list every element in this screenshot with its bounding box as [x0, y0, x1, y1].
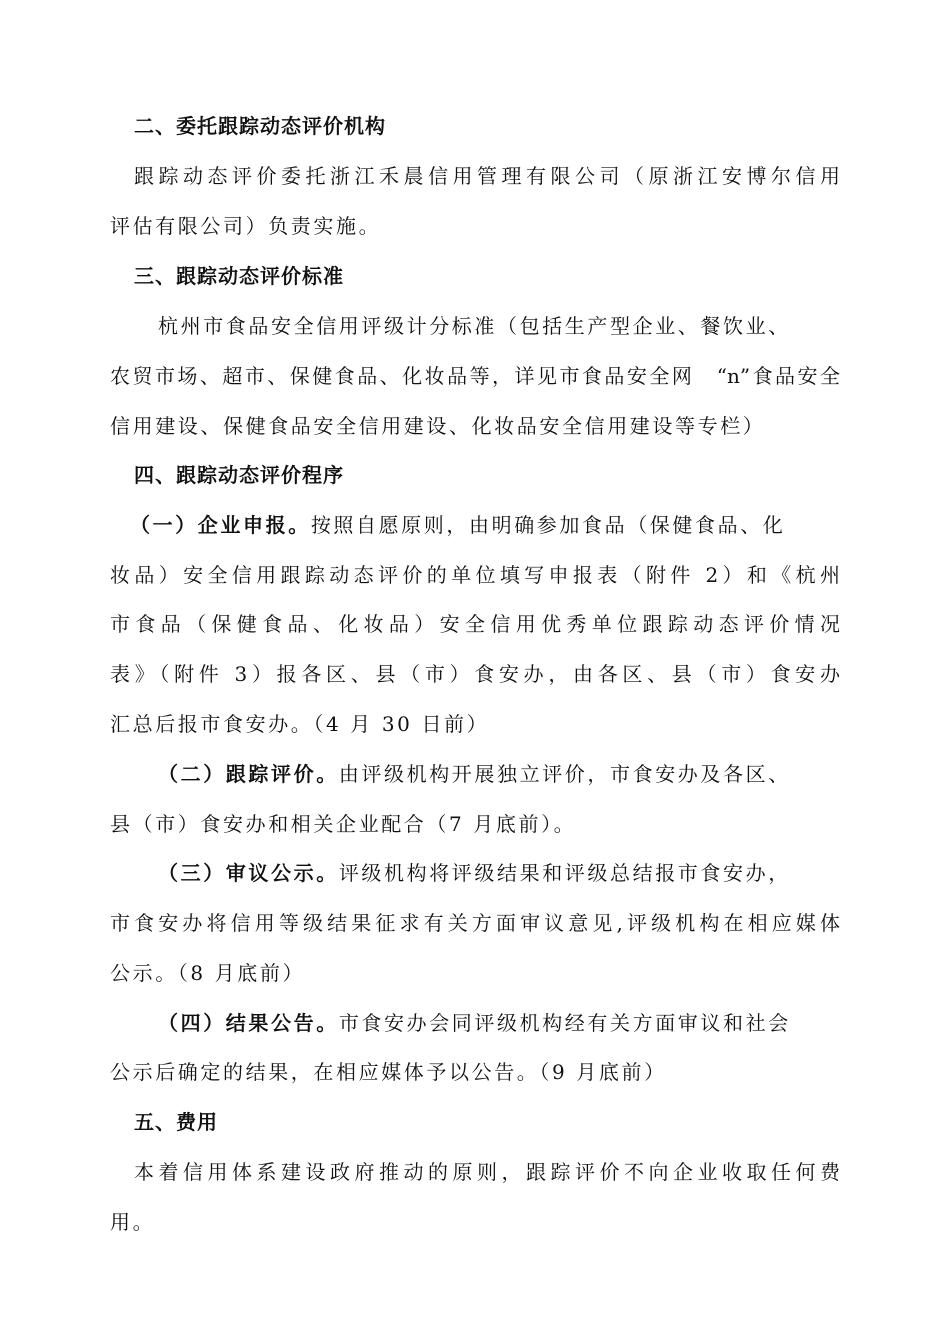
section-3-line-3: 信用建设、保健食品安全信用建设、化妆品安全信用建设等专栏） [110, 414, 766, 438]
item-4-line-2: 公示后确定的结果，在相应媒体予以公告。（9 月底前） [110, 1060, 667, 1084]
item-4-text: 市食安办会同评级机构经有关方面审议和社会 [338, 1011, 791, 1035]
item-1-line-5: 汇总后报市食安办。（4 月 30 日前） [110, 712, 490, 736]
item-3-line-1 [158, 859, 840, 887]
item-1-line-1 [130, 511, 840, 539]
item-3-text: 评级机构将评级结果和评级总结报市食安办， [338, 861, 791, 885]
section-5-line-2: 用。 [110, 1210, 156, 1234]
section-2-line-2: 评估有限公司）负责实施。 [110, 214, 382, 238]
item-2-text: 由评级机构开展独立评价，市食安办及各区、 [338, 762, 791, 786]
item-1-line-2: 妆品）安全信用跟踪动态评价的单位填写申报表（附件 2）和《杭州 [110, 563, 840, 587]
item-2-label: （二）跟踪评价。 [158, 762, 339, 786]
item-2-line-1 [158, 760, 840, 788]
section-5-line-1: 本着信用体系建设政府推动的原则，跟踪评价不向企业收取任何费 [134, 1160, 840, 1184]
section-3-line-1: 杭州市食品安全信用评级计分标准（包括生产型企业、餐饮业、 [158, 314, 791, 338]
section-3-heading: 三、跟踪动态评价标准 [134, 264, 344, 288]
section-4-heading: 四、跟踪动态评价程序 [134, 463, 344, 487]
item-3-line-3: 公示。（8 月底前） [110, 961, 306, 985]
item-1-line-3: 市食品（保健食品、化妆品）安全信用优秀单位跟踪动态评价情况 [110, 612, 840, 636]
item-3-label: （三）审议公示。 [158, 861, 339, 885]
section-3-line-2: 农贸市场、超市、保健食品、化妆品等，详见市食品安全网 “n”食品安全 [110, 364, 840, 388]
item-3-line-2: 市食安办将信用等级结果征求有关方面审议意见,评级机构在相应媒体 [110, 911, 840, 935]
item-4-line-1 [158, 1009, 840, 1037]
item-1-label: （一）企业申报。 [130, 513, 311, 537]
item-1-text: 按照自愿原则，由明确参加食品（保健食品、化 [310, 513, 786, 537]
section-2-line-1: 跟踪动态评价委托浙江禾晨信用管理有限公司（原浙江安博尔信用 [134, 164, 840, 188]
item-1-line-4: 表》（附件 3）报各区、县（市）食安办，由各区、县（市）食安办 [110, 662, 840, 686]
item-2-line-2: 县（市）食安办和相关企业配合（7 月底前）。 [110, 812, 577, 836]
section-5-heading: 五、费用 [134, 1110, 218, 1134]
section-2-heading: 二、委托跟踪动态评价机构 [134, 114, 386, 138]
item-4-label: （四）结果公告。 [158, 1011, 339, 1035]
